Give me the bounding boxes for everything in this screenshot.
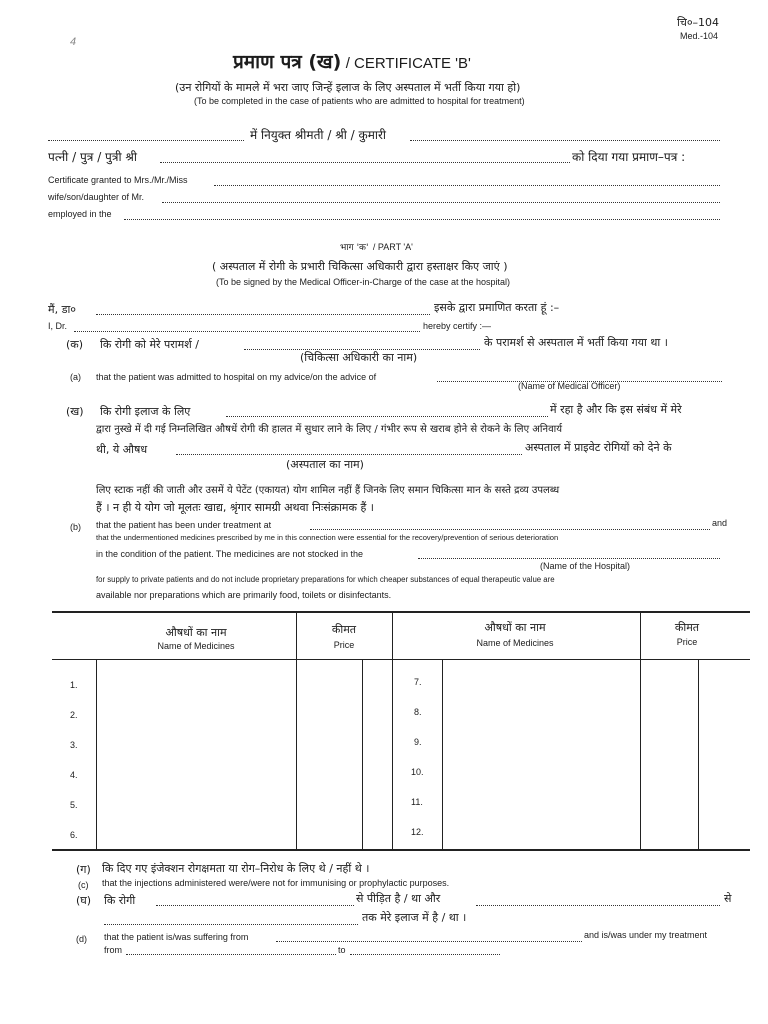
part-a-heading — [340, 237, 413, 255]
clause-a-text: that the patient was admitted to hospital on my advice/on the advice of — [96, 372, 377, 382]
certificate-granted-blank[interactable] — [214, 185, 720, 186]
page-title — [233, 48, 471, 74]
clause-d-marker: (d) — [76, 934, 87, 944]
col-price-hindi-left: कीमत — [331, 623, 357, 636]
clause-ka-caption: (चिकित्सा अधिकारी का नाम) — [300, 351, 418, 364]
col-price-english-right: Price — [676, 637, 698, 647]
clause-c-marker: (c) — [78, 880, 89, 890]
col-name-hindi-left: औषधों का नाम — [165, 626, 227, 639]
clause-b-l4: for supply to private patients and do not include proprietary preparations for which cheaper substances of equal therapeutic value are — [96, 575, 555, 584]
clause-gha-l1-mid: से पीड़ित है / था और — [356, 892, 441, 905]
form-code-hindi: चि०–104 — [677, 16, 720, 29]
form-code-english: Med.-104 — [680, 31, 719, 41]
clause-kha-caption: (अस्पताल का नाम) — [286, 458, 364, 471]
clause-ka-text: कि रोगी को मेरे परामर्श / — [100, 338, 199, 351]
col-price-english-left: Price — [333, 640, 355, 650]
relation-blank-hindi[interactable] — [160, 162, 570, 163]
clause-d-blank-2[interactable] — [126, 954, 336, 955]
subtitle-english: (To be completed in the case of patients who are admitted to hospital for treatment) — [194, 96, 525, 106]
doctor-label-english: I, Dr. — [48, 321, 68, 331]
certify-hindi: इसके द्वारा प्रमाणित करता हूं :– — [434, 301, 560, 314]
clause-b-caption: (Name of the Hospital) — [540, 561, 631, 571]
row-number: 7. — [414, 677, 422, 687]
part-a-note-english: (To be signed by the Medical Officer-in-Charge of the case at the hospital) — [216, 277, 510, 287]
wife-son-blank[interactable] — [162, 202, 720, 203]
row-number: 12. — [411, 827, 424, 837]
clause-gha-blank-1[interactable] — [156, 905, 354, 906]
col-name-english-right: Name of Medicines — [476, 638, 554, 648]
col-name-english-left: Name of Medicines — [157, 641, 235, 651]
col-name-hindi-right: औषधों का नाम — [484, 621, 546, 634]
table-vline-left-price-split — [362, 659, 363, 849]
clause-kha-l1-left: कि रोगी इलाज के लिए — [100, 405, 191, 418]
name-blank-2[interactable] — [410, 140, 720, 141]
row-number: 11. — [411, 797, 423, 807]
clause-b-l1-left: that the patient has been under treatment at — [96, 520, 272, 530]
clause-kha-l1-right: में रहा है और कि इस संबंध में मेरे — [550, 403, 682, 416]
clause-kha-marker: (ख) — [66, 405, 84, 418]
clause-gha-l1-left: कि रोगी — [104, 894, 136, 907]
row-number: 3. — [70, 740, 78, 750]
clause-kha-l3-right: अस्पताल में प्राइवेट रोगियों को देने के — [525, 441, 672, 454]
clause-ka-right: के परामर्श से अस्पताल में भर्ती किया गया था । — [484, 336, 668, 349]
clause-kha-blank-2[interactable] — [176, 454, 522, 455]
clause-ga-marker: (ग) — [76, 863, 91, 876]
table-top-border — [52, 611, 750, 613]
title-hindi: प्रमाण पत्र (ख) — [233, 51, 342, 73]
certificate-given-hindi: को दिया गया प्रमाण–पत्र : — [572, 150, 686, 164]
clause-d-from: from — [104, 945, 122, 955]
clause-b-blank-2[interactable] — [418, 558, 720, 559]
clause-a-marker: (a) — [70, 372, 81, 382]
clause-d-l1-left: that the patient is/was suffering from — [104, 932, 249, 942]
clause-kha-l2: द्वारा नुस्खे में दी गई निम्नलिखित औषधें रोगी की हालत में सुधार लाने के लिए / गंभीर रूप से खराब होने से रोकने के लिए अनिवार्य — [96, 424, 563, 435]
row-number: 4. — [70, 770, 78, 780]
clause-kha-l3-left: थी, ये औषध — [96, 443, 148, 456]
certificate-granted-label: Certificate granted to Mrs./Mr./Miss — [48, 175, 188, 185]
table-header-divider — [52, 659, 750, 660]
table-vline-right-price — [640, 612, 641, 849]
doctor-label-hindi: मैं, डा० — [48, 303, 77, 316]
clause-d-l1-right: and is/was under my treatment — [584, 930, 708, 940]
clause-b-l1-right: and — [712, 518, 728, 528]
clause-ka-marker: (क) — [66, 338, 84, 351]
row-number: 5. — [70, 800, 78, 810]
part-a-hindi: भाग 'क' — [340, 243, 369, 253]
doctor-blank-hindi[interactable] — [96, 314, 430, 315]
clause-b-l5: available nor preparations which are primarily food, toilets or disinfectants. — [96, 590, 392, 600]
employed-blank[interactable] — [124, 219, 720, 220]
clause-kha-l5: हैं । न ही ये योग जो मूलतः खाद्य, श्रृंगार सामग्री अथवा निःसंक्रामक हैं । — [96, 501, 374, 514]
clause-gha-blank-3[interactable] — [104, 924, 358, 925]
certify-english: hereby certify :— — [423, 321, 492, 331]
wife-son-label: wife/son/daughter of Mr. — [48, 192, 145, 202]
row-number: 8. — [414, 707, 422, 717]
clause-gha-marker: (घ) — [76, 894, 92, 907]
subtitle-hindi: (उन रोगियों के मामले में भरा जाए जिन्हें इलाज के लिए अस्पताल में भर्ती किया गया हो) — [175, 81, 521, 94]
doctor-blank-english[interactable] — [74, 331, 420, 332]
clause-b-marker: (b) — [70, 522, 81, 532]
clause-gha-l1-right: से — [724, 892, 732, 905]
clause-c-text: that the injections administered were/were not for immunising or prophylactic purposes. — [102, 878, 450, 888]
relation-label-hindi: पत्नी / पुत्र / पुत्री श्री — [48, 150, 138, 164]
clause-gha-blank-2[interactable] — [476, 905, 720, 906]
clause-d-to: to — [338, 945, 346, 955]
table-vline-center — [392, 612, 393, 849]
clause-b-blank-1[interactable] — [310, 529, 710, 530]
clause-gha-l2: तक मेरे इलाज में है / था । — [362, 911, 467, 924]
margin-pencil-mark: 4 — [70, 36, 77, 48]
clause-kha-l4: लिए स्टाक नहीं की जाती और उसमें ये पेटेंट (एकायत) योग शामिल नहीं हैं जिनके लिए समान चिकित्सा मान के सस्ते द्रव्य उपलब्ध — [96, 485, 560, 496]
clause-d-blank-1[interactable] — [276, 941, 582, 942]
part-a-note-hindi: ( अस्पताल में रोगी के प्रभारी चिकित्सा अधिकारी द्वारा हस्ताक्षर किए जाएं ) — [212, 260, 508, 273]
row-number: 2. — [70, 710, 78, 720]
part-a-english: / PART 'A' — [372, 242, 413, 252]
table-vline-right-price-split — [698, 659, 699, 849]
row-number: 6. — [70, 830, 78, 840]
appointed-label-hindi: में नियुक्त श्रीमती / श्री / कुमारी — [250, 128, 386, 142]
clause-b-l2: that the undermentioned medicines prescribed by me in this connection were essential for the recovery/prevention of serious deterioration — [96, 533, 559, 542]
table-bottom-border — [52, 849, 750, 851]
table-vline-right-number — [442, 659, 443, 849]
clause-kha-blank-1[interactable] — [226, 416, 548, 417]
clause-d-blank-3[interactable] — [350, 954, 500, 955]
row-number: 10. — [411, 767, 424, 777]
row-number: 9. — [414, 737, 422, 747]
clause-a-caption: (Name of Medical Officer) — [518, 381, 621, 391]
title-english: / CERTIFICATE 'B' — [345, 55, 471, 72]
name-blank-1[interactable] — [48, 140, 244, 141]
row-number: 1. — [70, 680, 78, 690]
clause-b-l3: in the condition of the patient. The medicines are not stocked in the — [96, 549, 364, 559]
employed-label: employed in the — [48, 209, 112, 219]
clause-ga-text: कि दिए गए इंजेक्शन रोगक्षमता या रोग–निरोध के लिए थे / नहीं थे । — [102, 862, 370, 875]
col-price-hindi-right: कीमत — [674, 621, 700, 634]
table-vline-left-number — [96, 659, 97, 849]
